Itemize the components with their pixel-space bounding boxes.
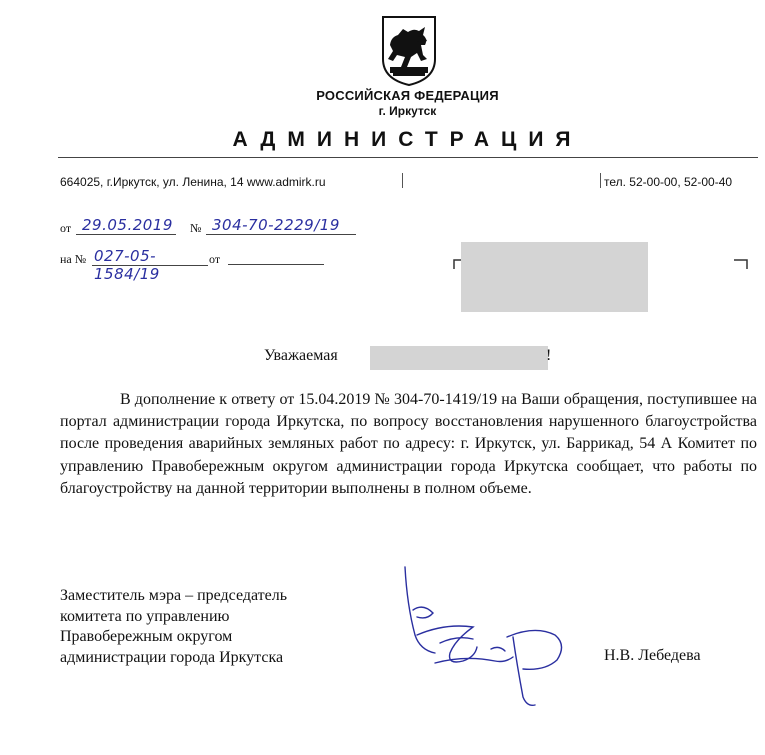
number-label: № [190, 221, 202, 235]
greeting-end: ! [546, 347, 552, 364]
phone-line: тел. 52-00-00, 52-00-40 [604, 175, 733, 189]
reply-from-label: от [209, 252, 221, 266]
redacted-addressee [461, 242, 648, 312]
reply-number-value: 027-05-1584/19 [94, 247, 160, 283]
signer-position: Заместитель мэра – председатель комитета по управлению Правобережным округом администрации города Иркутска [60, 587, 288, 666]
reply-date-field [228, 246, 324, 265]
irkutsk-coat-of-arms-logo [381, 15, 437, 87]
number-field [206, 216, 356, 235]
country-title: РОССИЙСКАЯ ФЕДЕРАЦИЯ [316, 88, 499, 103]
signer-name: Н.В. Лебедева [604, 647, 701, 664]
from-label: от [60, 221, 72, 235]
redacted-name [370, 346, 548, 370]
city-title: г. Иркутск [378, 104, 437, 118]
organization-title: АДМИНИСТРАЦИЯ [232, 128, 583, 151]
address-line: 664025, г.Иркутск, ул. Ленина, 14 www.admirk.ru [60, 175, 326, 189]
date-field [76, 216, 176, 235]
greeting: Уважаемая [264, 347, 338, 364]
reply-number-label: на № [60, 252, 87, 266]
address-separator [402, 173, 403, 188]
handwritten-signature [395, 565, 585, 710]
addressee-corner-right [734, 259, 748, 269]
header-divider [58, 157, 758, 158]
reply-number-field [92, 247, 208, 283]
letter-body: В дополнение к ответу от 15.04.2019 № 304-70-1419/19 на Ваши обращения, поступившее на портал администрации города Иркутска, по вопросу восстановления нарушенного благоустройства после проведения аварийных земляных работ по адресу: г. Иркутск, ул. Баррикад, 54 А Комитет по управлению Правобережным округом администрации города Иркутска сообщает, что работы по благоустройству на данной территории выполнены в полном объеме. [60, 391, 757, 497]
phone-separator [600, 173, 601, 188]
date-value: 29.05.2019 [82, 216, 173, 234]
number-value: 304-70-2229/19 [212, 216, 340, 234]
